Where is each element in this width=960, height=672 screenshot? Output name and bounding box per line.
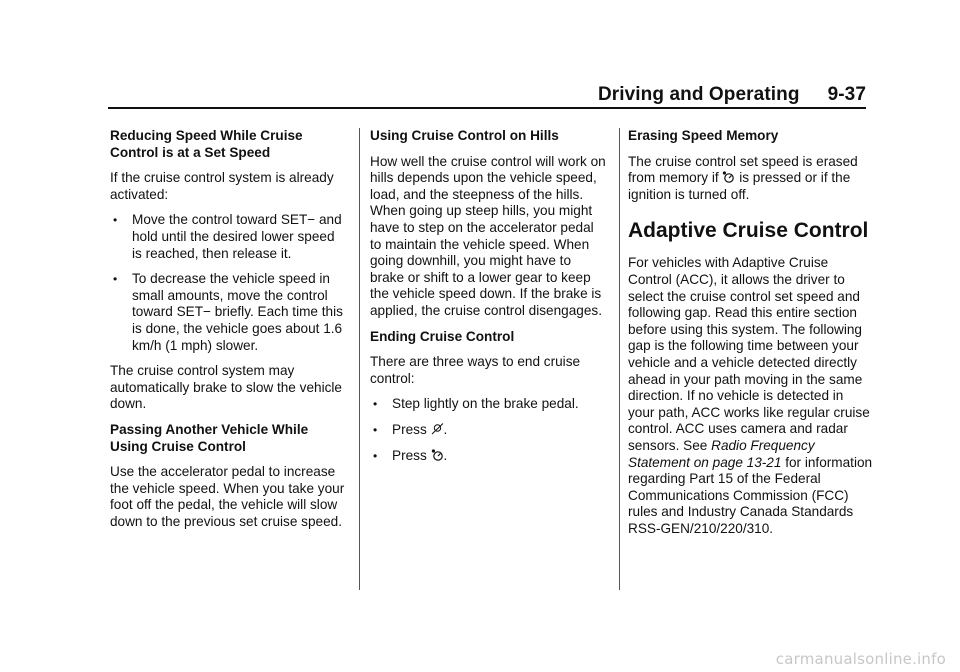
paragraph-hills: How well the cruise control will work on hills depends upon the vehicle speed, load, and the steepness of the hills. When going up steep hills, you might have to step on the accelerator pedal to maintain the vehicle speed. When going downhill, you might have to brake or shift to a lower gear to keep the vehicle speed down. If the brake is applied, the cruise control disengages. bbox=[370, 153, 606, 318]
period: . bbox=[443, 421, 448, 437]
acc-text-start: For vehicles with Adaptive Cruise Control (ACC), it allows the driver to select the cruise control set speed and following gap. Read this entire section before using this system. The following gap is the following time between your vehicle and a vehicle detected directly ahead in your path moving in the same direction. If no vehicle is detected in your path, ACC works like regular cruise control. ACC uses camera and radar sensors. See bbox=[628, 255, 870, 453]
paragraph-erasing bbox=[628, 154, 873, 204]
bullet-marker: • bbox=[373, 448, 378, 463]
paragraph-adaptive-cruise bbox=[628, 255, 873, 537]
bullet-item bbox=[110, 212, 348, 262]
heading-adaptive-cruise: Adaptive Cruise Control bbox=[628, 219, 869, 243]
heading-erasing: Erasing Speed Memory bbox=[628, 128, 779, 143]
column-2 bbox=[370, 128, 608, 473]
column-3 bbox=[628, 128, 873, 546]
section-title: Driving and Operating bbox=[597, 84, 800, 105]
header-rule bbox=[108, 107, 866, 109]
bullet-marker: • bbox=[113, 213, 118, 228]
bullet-marker: • bbox=[373, 422, 378, 437]
cruise-on-off-icon bbox=[431, 449, 444, 461]
heading-passing: Passing Another Vehicle While Using Cruise Control bbox=[110, 421, 309, 454]
erase-text-end: is pressed or if the ignition is turned off. bbox=[628, 170, 851, 202]
paragraph-if-activated: If the cruise control system is already activated: bbox=[110, 170, 334, 202]
bullet-marker: • bbox=[113, 272, 118, 287]
paragraph-passing: Use the accelerator pedal to increase the vehicle speed. When you take your foot off the pedal, the vehicle will slow down to the previous set cruise speed. bbox=[110, 464, 345, 529]
bullet-item bbox=[370, 448, 608, 465]
bullet-item bbox=[370, 422, 608, 439]
cancel-cruise-icon bbox=[431, 423, 444, 435]
paragraph-auto-brake: The cruise control system may automatically brake to slow the vehicle down. bbox=[110, 363, 342, 412]
bullet-text: Press bbox=[392, 421, 427, 437]
heading-reducing-speed: Reducing Speed While Cruise Control is at a Set Speed bbox=[110, 128, 303, 160]
heading-hills: Using Cruise Control on Hills bbox=[370, 128, 559, 143]
acc-text-end: for information regarding Part 15 of the Federal Communications Commission (FCC) rules and Industry Canada Standards RSS-GEN/210/220/310. bbox=[628, 454, 873, 536]
watermark: carmanualsonline.info bbox=[775, 650, 946, 668]
bullet-text: Move the control toward SET− and hold until the desired lower speed is reached, then release it. bbox=[132, 212, 342, 261]
paragraph-ending: There are three ways to end cruise control: bbox=[370, 354, 581, 386]
column-divider-2 bbox=[619, 128, 620, 590]
heading-ending: Ending Cruise Control bbox=[370, 328, 515, 344]
column-1 bbox=[110, 128, 348, 539]
page-header bbox=[108, 82, 866, 106]
cruise-on-off-icon bbox=[722, 171, 735, 183]
erase-text-start: The cruise control set speed is erased from memory if bbox=[628, 153, 858, 186]
radio-frequency-reference-link[interactable]: Radio Frequency Statement on page 13-21 bbox=[628, 437, 815, 470]
bullet-text: Press bbox=[392, 447, 427, 463]
page-number: 9-37 bbox=[827, 84, 866, 105]
period: . bbox=[443, 447, 448, 463]
bullet-text: Step lightly on the brake pedal. bbox=[392, 396, 579, 412]
bullet-text: To decrease the vehicle speed in small amounts, move the control toward SET− briefly. Each time this is done, the vehicle goes about 1.6 km/h (1 mph) slower. bbox=[132, 271, 343, 353]
bullet-item bbox=[370, 396, 608, 413]
column-divider-1 bbox=[359, 128, 360, 590]
bullet-marker: • bbox=[373, 397, 378, 412]
bullet-item bbox=[110, 271, 348, 354]
